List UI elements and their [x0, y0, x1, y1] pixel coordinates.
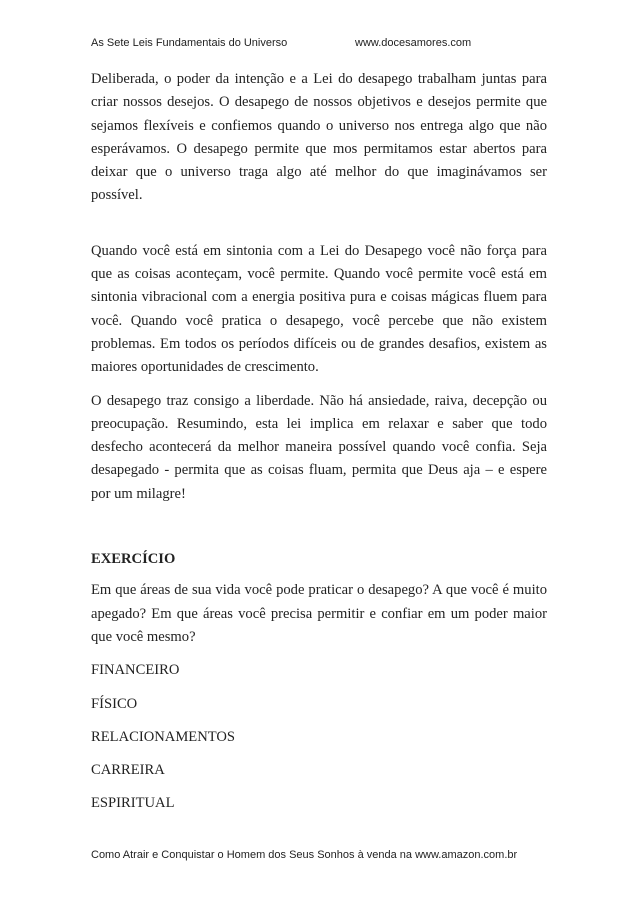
exercise-area-item: ESPIRITUAL: [91, 795, 175, 812]
body-paragraph-2: Quando você está em sintonia com a Lei do Desapego você não força para que as coisas aconteçam, você permite. Quando você permite você está em sintonia vibracional com a energia positiva pura e coisas mágicas fluem para você. Quando você pratica o desapego, você percebe que não existem problemas. Em todos os períodos difíceis ou de grandes desafios, existem as maiores oportunidades de crescimento.: [91, 242, 547, 376]
exercise-area-item: CARREIRA: [91, 762, 165, 779]
page-footer: Como Atrair e Conquistar o Homem dos Seus Sonhos à venda na www.amazon.com.br: [91, 849, 518, 861]
body-paragraph-1: Deliberada, o poder da intenção e a Lei do desapego trabalham juntas para criar nossos desejos. O desapego de nossos objetivos e desejos permite que sejamos flexíveis e confiemos quando o universo nos entrega algo que não esperávamos. O desapego permite que mos permitamos estar abertos para deixar que o universo traga algo até melhor do que imaginávamos ser possível.: [91, 71, 547, 204]
exercise-area-item: RELACIONAMENTOS: [91, 728, 236, 745]
exercise-heading: EXERCÍCIO: [91, 551, 176, 568]
exercise-question: Em que áreas de sua vida você pode praticar o desapego? A que você é muito apegado? Em que áreas você precisa permitir e confiar em um poder maior que você mesmo?: [91, 582, 547, 645]
page-header: [91, 37, 551, 49]
exercise-area-item: FÍSICO: [91, 695, 138, 712]
body-paragraph-3: O desapego traz consigo a liberdade. Não há ansiedade, raiva, decepção ou preocupação. Resumindo, esta lei implica em relaxar e saber que todo desfecho acontecerá da melhor maneira possível quando você confia. Seja desapegado - permita que as coisas fluam, permita que Deus aja – e espere por um milagre!: [91, 392, 547, 502]
header-website: www.docesamores.com: [355, 37, 472, 49]
header-book-title: As Sete Leis Fundamentais do Universo: [91, 37, 288, 49]
exercise-area-item: FINANCEIRO: [91, 662, 180, 679]
page-body: [91, 68, 547, 826]
